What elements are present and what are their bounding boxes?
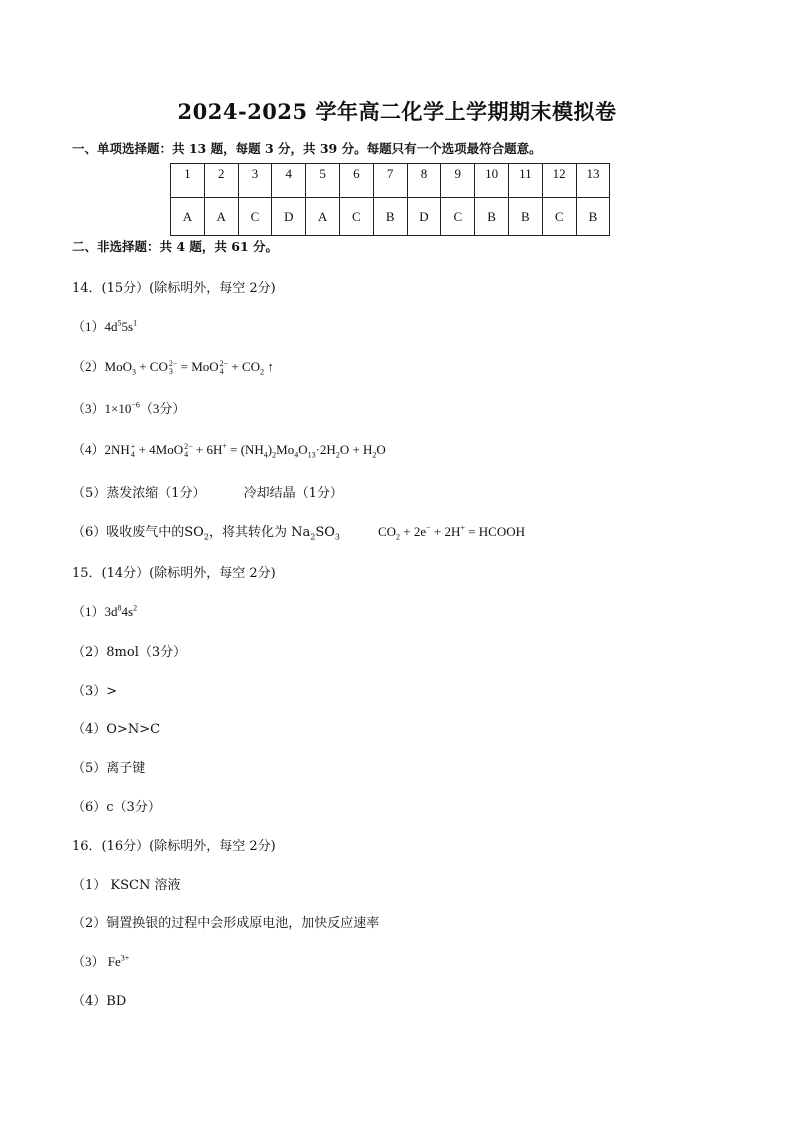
q16-answer-1: （1） KSCN 溶液 bbox=[72, 878, 181, 893]
q15-answer-6: （6）c（3分） bbox=[72, 800, 161, 815]
q14-answer-5: （5）蒸发浓缩（1分） 冷却结晶（1分） bbox=[72, 486, 343, 501]
q15-answer-2: （2）8mol（3分） bbox=[72, 645, 187, 660]
question-number-cell: 3 bbox=[238, 164, 272, 198]
question-number-cell: 10 bbox=[475, 164, 509, 198]
q14-answer-3: $(3)1\times 10^{-6}(3$分） bbox=[72, 400, 186, 416]
q14-answer-4: （4）2NH + 4 + 4MoO 2− 4 + $6H^+ = (NH_4)_2Mo_4O_{13}\cdot 2H_2O + H_2O$ bbox=[72, 441, 386, 460]
answer-table bbox=[170, 163, 610, 236]
answer-cell: B bbox=[475, 198, 509, 236]
question-number-cell: 4 bbox=[272, 164, 306, 198]
answer-cell: B bbox=[576, 198, 610, 236]
question-number-cell: 8 bbox=[407, 164, 441, 198]
question-number-cell: 7 bbox=[373, 164, 407, 198]
section-2-heading: 二、非选择题：共 4 题，共 61 分。 bbox=[72, 239, 279, 254]
q15-answer-5: （5）离子键 bbox=[72, 761, 146, 776]
q16-answer-2: （2）铜置换银的过程中会形成原电池，加快反应速率 bbox=[72, 916, 380, 931]
answer-cell: A bbox=[171, 198, 205, 236]
question-number-cell: 9 bbox=[441, 164, 475, 198]
q14-answer-6: （6）吸收废气中的$SO_2$，将其转化为 $Na_2SO_3$ $CO_2 + 2e^- + 2H^+$ = HCOOH bbox=[72, 523, 525, 542]
q15-answer-4: （4）O>N>C bbox=[72, 722, 161, 737]
q14-answer-2: （2）MoO$_3$ + CO 2− 3 = MoO 2− 4 + $CO_2$ ↑ bbox=[72, 359, 274, 377]
section-1-heading: 一、单项选择题：共 13 题，每题 3 分，共 39 分。每题只有一个选项最符合题意。 bbox=[72, 141, 542, 156]
q15-header: 15．(14分）(除标明外，每空 2分) bbox=[72, 566, 276, 581]
q16-answer-3: （3） $Fe^{3+}$ bbox=[72, 953, 130, 969]
answer-table-answer-row bbox=[171, 198, 610, 236]
answer-cell: C bbox=[542, 198, 576, 236]
q15-answer-3: （3）> bbox=[72, 684, 118, 699]
answer-cell: D bbox=[272, 198, 306, 236]
question-number-cell: 13 bbox=[576, 164, 610, 198]
question-number-cell: 6 bbox=[339, 164, 373, 198]
q15-answer-1: $(1)3d^84s^2$ bbox=[72, 603, 138, 619]
question-number-cell: 1 bbox=[171, 164, 205, 198]
answer-cell: C bbox=[339, 198, 373, 236]
answer-cell: B bbox=[373, 198, 407, 236]
answer-cell: C bbox=[238, 198, 272, 236]
answer-cell: B bbox=[508, 198, 542, 236]
answer-cell: A bbox=[204, 198, 238, 236]
q16-answer-4: （4）BD bbox=[72, 994, 127, 1009]
question-number-cell: 5 bbox=[306, 164, 340, 198]
answer-cell: D bbox=[407, 198, 441, 236]
question-number-cell: 2 bbox=[204, 164, 238, 198]
q16-header: 16．(16分）(除标明外，每空 2分) bbox=[72, 839, 276, 854]
question-number-cell: 11 bbox=[508, 164, 542, 198]
answer-cell: A bbox=[306, 198, 340, 236]
question-number-cell: 12 bbox=[542, 164, 576, 198]
q14-answer-1: $(1)4d^55s^1$ bbox=[72, 318, 138, 334]
page-title: 2024-2025 学年高二化学上学期期末模拟卷 bbox=[177, 99, 617, 124]
answer-table-number-row bbox=[171, 164, 610, 198]
q14-header: 14．(15分）(除标明外，每空 2分) bbox=[72, 281, 276, 296]
answer-cell: C bbox=[441, 198, 475, 236]
